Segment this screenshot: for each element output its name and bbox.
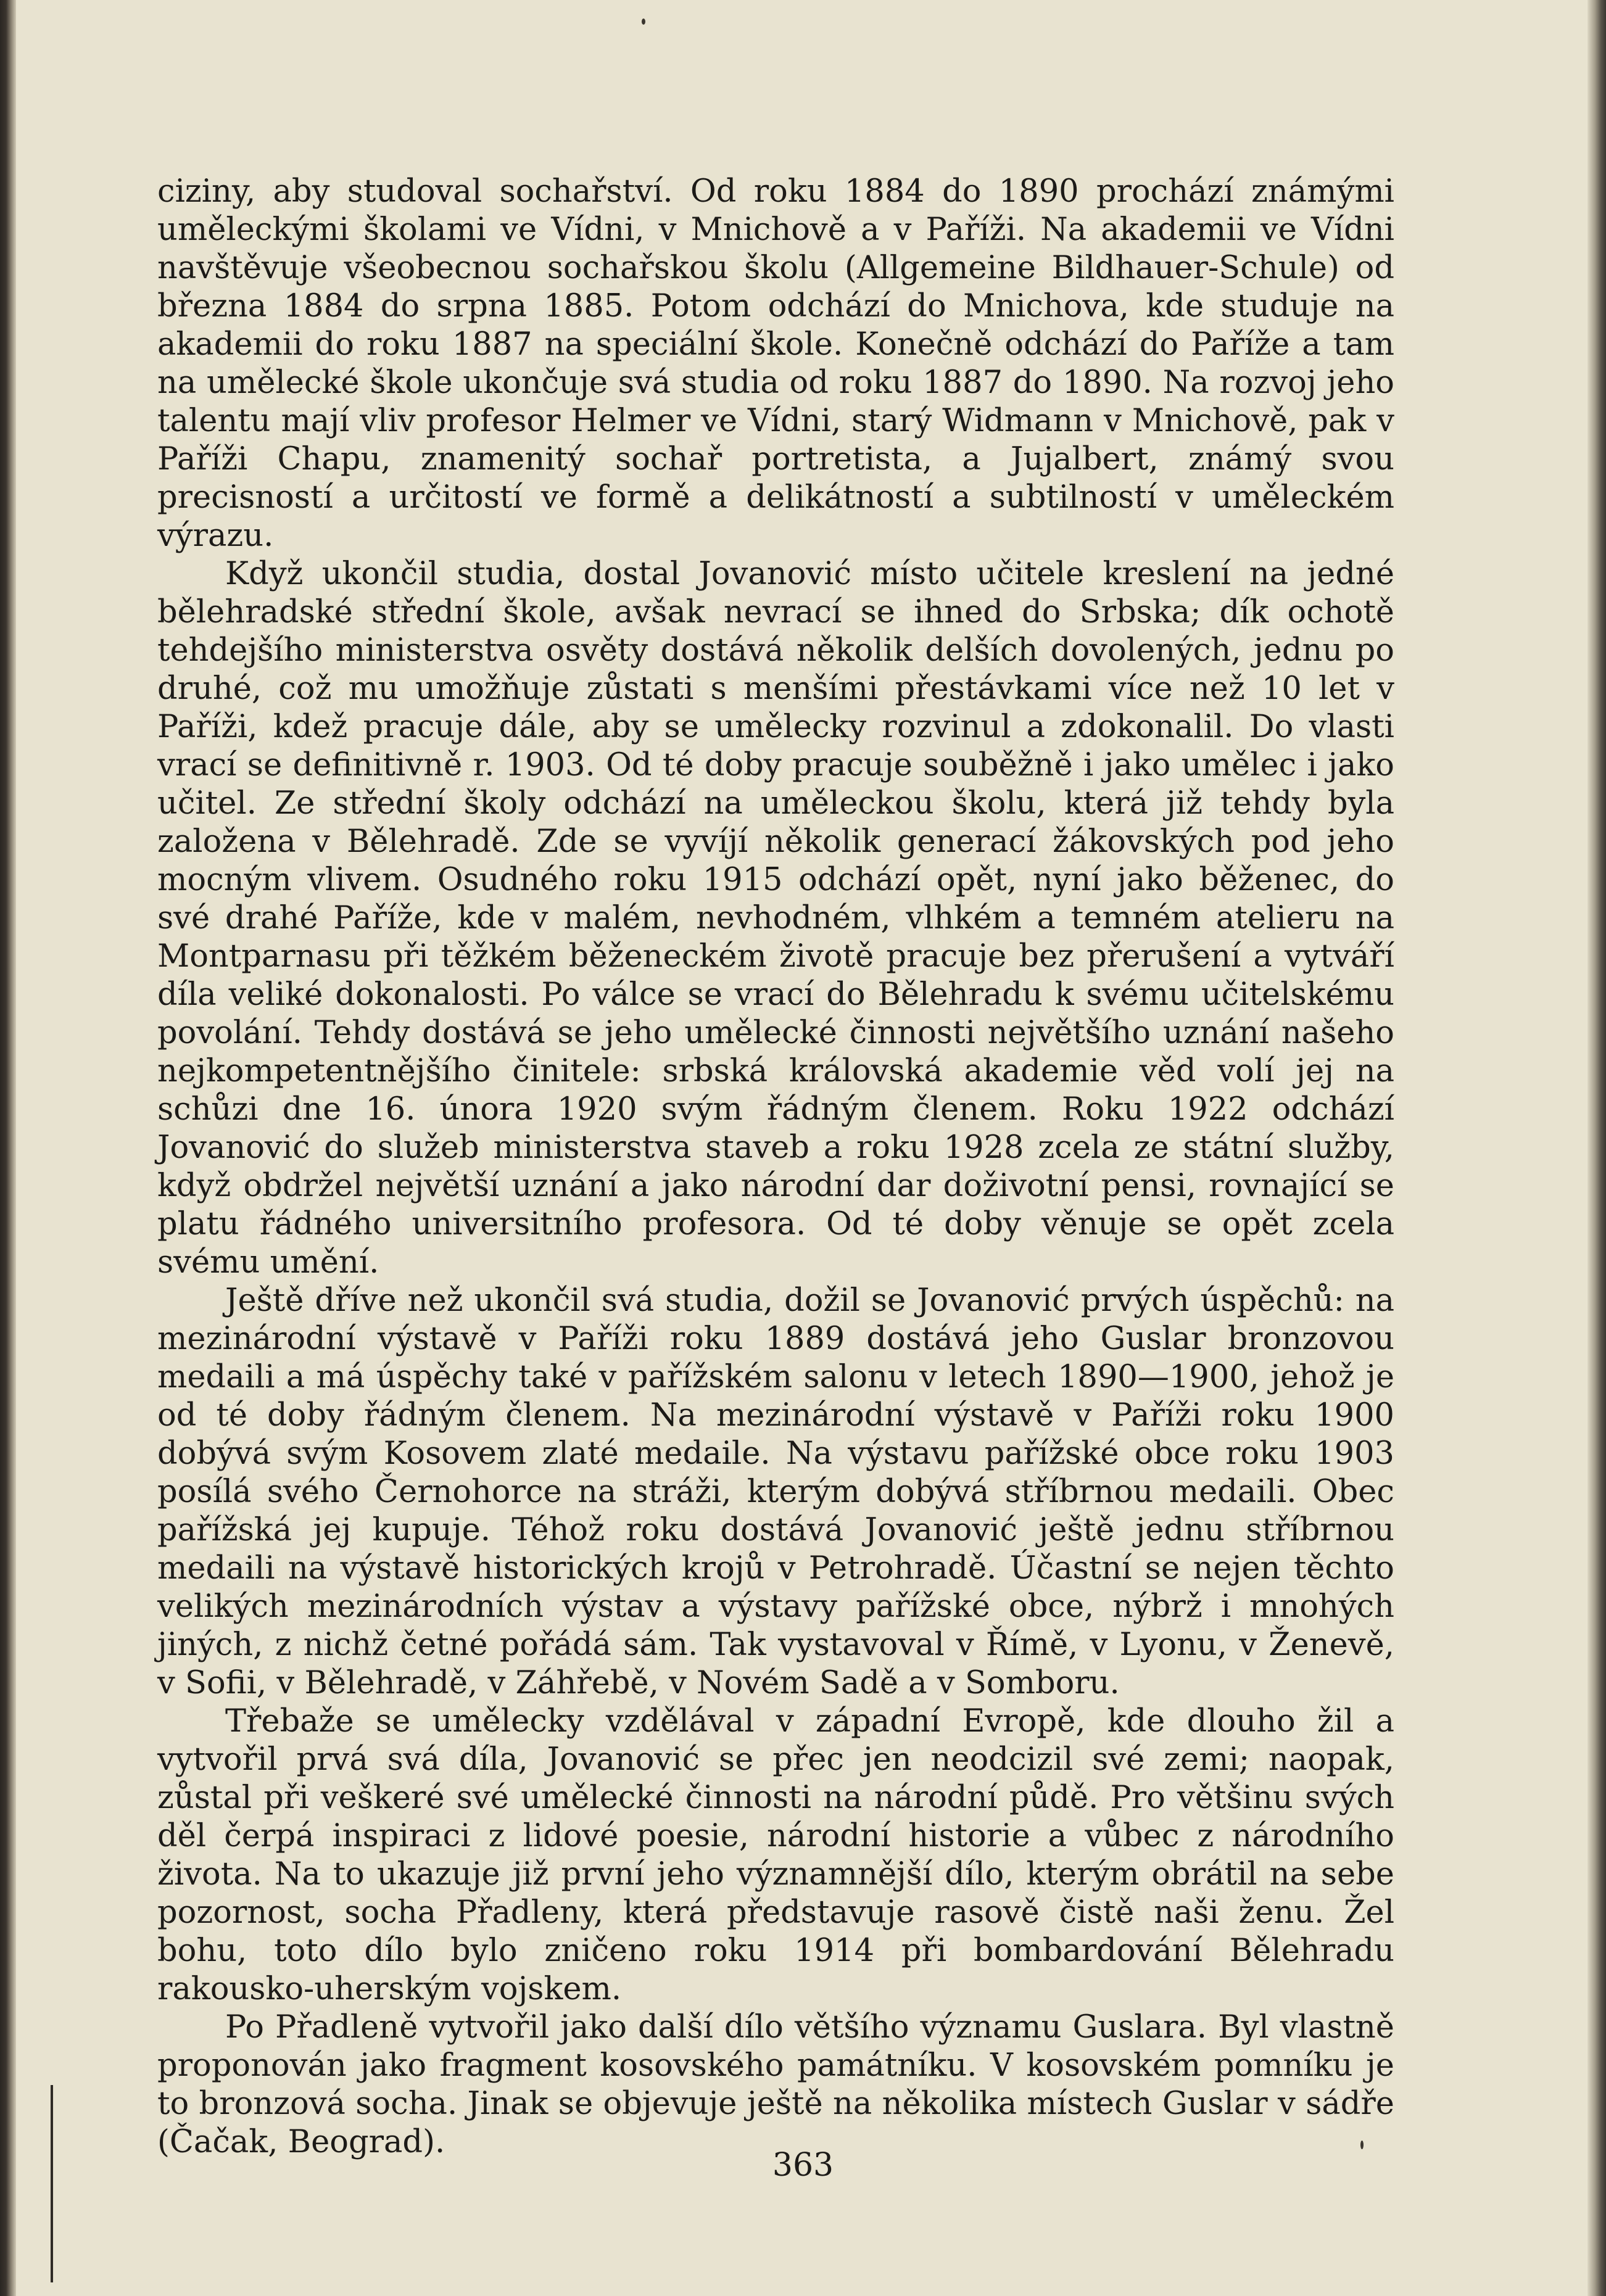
ink-speck <box>642 19 645 25</box>
page-number: 363 <box>772 2147 834 2184</box>
page-left-margin-mark <box>51 2085 53 2282</box>
page-left-binding-edge <box>0 0 16 2296</box>
page-right-edge <box>1587 0 1606 2296</box>
paragraph: Třebaže se umělecky vzdělával v západní Evropě, kde dlouho žil a vytvořil prvá svá díla, Jovanović se přec jen neodcizil své zemi; naopak, zůstal při veškeré své umělecké činnosti na národní půdě. Pro většinu svých děl čerpá inspiraci z lidové poesie, národní historie a vůbec z národního života. Na to ukazuje již první jeho významnější dílo, kterým obrátil na sebe pozornost, socha Přadleny, která představuje rasově čistě naši ženu. Žel bohu, toto dílo bylo zničeno roku 1914 při bombardování Bělehradu rakousko-uherským vojskem. <box>157 1703 1394 2007</box>
body-text <box>157 173 1394 2162</box>
paragraph: Po Přadleně vytvořil jako další dílo většího významu Guslara. Byl vlastně proponován jako fragment kosovského památníku. V kosovském pomníku je to bronzová socha. Jinak se objevuje ještě na několika místech Guslar v sádře (Čačak, Beograd). <box>157 2009 1394 2160</box>
paragraph: Ještě dříve než ukončil svá studia, dožil se Jovanović prvých úspěchů: na mezinárodní výstavě v Paříži roku 1889 dostává jeho Guslar bronzovou medaili a má úspěchy také v pařížském salonu v letech 1890—1900, jehož je od té doby řádným členem. Na mezinárodní výstavě v Paříži roku 1900 dobývá svým Kosovem zlaté medaile. Na výstavu pařížské obce roku 1903 posílá svého Černohorce na stráži, kterým dobývá stříbrnou medaili. Obec pařížská jej kupuje. Téhož roku dostává Jovanović ještě jednu stříbrnou medaili na výstavě historických krojů v Petrohradě. Účastní se nejen těchto velikých mezinárodních výstav a výstavy pařížské obce, nýbrž i mnohých jiných, z nichž četné pořádá sám. Tak vystavoval v Římě, v Lyonu, v Ženevě, v Sofii, v Bělehradě, v Záhřebě, v Novém Sadě a v Somboru. <box>157 1282 1394 1701</box>
paragraph: Když ukončil studia, dostal Jovanović místo učitele kreslení na jedné bělehradské střední škole, avšak nevrací se ihned do Srbska; dík ochotě tehdejšího ministerstva osvěty dostává několik delších dovolených, jednu po druhé, což mu umožňuje zůstati s menšími přestávkami více než 10 let v Paříži, kdež pracuje dále, aby se umělecky rozvinul a zdokonalil. Do vlasti vrací se definitivně r. 1903. Od té doby pracuje souběžně i jako umělec i jako učitel. Ze střední školy odchází na uměleckou školu, která již tehdy byla založena v Bělehradě. Zde se vyvíjí několik generací žákovských pod jeho mocným vlivem. Osudného roku 1915 odchází opět, nyní jako běženec, do své drahé Paříže, kde v malém, nevhodném, vlhkém a temném atelieru na Montparnasu při těžkém běženeckém životě pracuje bez přerušení a vytváří díla veliké dokonalosti. Po válce se vrací do Bělehradu k svému učitelskému povolání. Tehdy dostává se jeho umělecké činnosti největšího uznání našeho nejkompetentnějšího činitele: srbská královská akademie věd volí jej na schůzi dne 16. února 1920 svým řádným členem. Roku 1922 odchází Jovanović do služeb ministerstva staveb a roku 1928 zcela ze státní služby, když obdržel největší uznání a jako národní dar doživotní pensi, rovnající se platu řádného universitního profesora. Od té doby věnuje se opět zcela svému umění. <box>157 556 1394 1281</box>
paragraph: ciziny, aby studoval sochařství. Od roku 1884 do 1890 prochází známými uměleckými školami ve Vídni, v Mnichově a v Paříži. Na akademii ve Vídni navštěvuje všeobecnou sochařskou školu (Allgemeine Bildhauer-Schule) od března 1884 do srpna 1885. Potom odchází do Mnichova, kde studuje na akademii do roku 1887 na speciální škole. Konečně odchází do Paříže a tam na umělecké škole ukončuje svá studia od roku 1887 do 1890. Na rozvoj jeho talentu mají vliv profesor Helmer ve Vídni, starý Widmann v Mnichově, pak v Paříži Chapu, znamenitý sochař portretista, a Jujalbert, známý svou precisností a určitostí ve formě a delikátností a subtilností v uměleckém výrazu. <box>157 173 1394 554</box>
